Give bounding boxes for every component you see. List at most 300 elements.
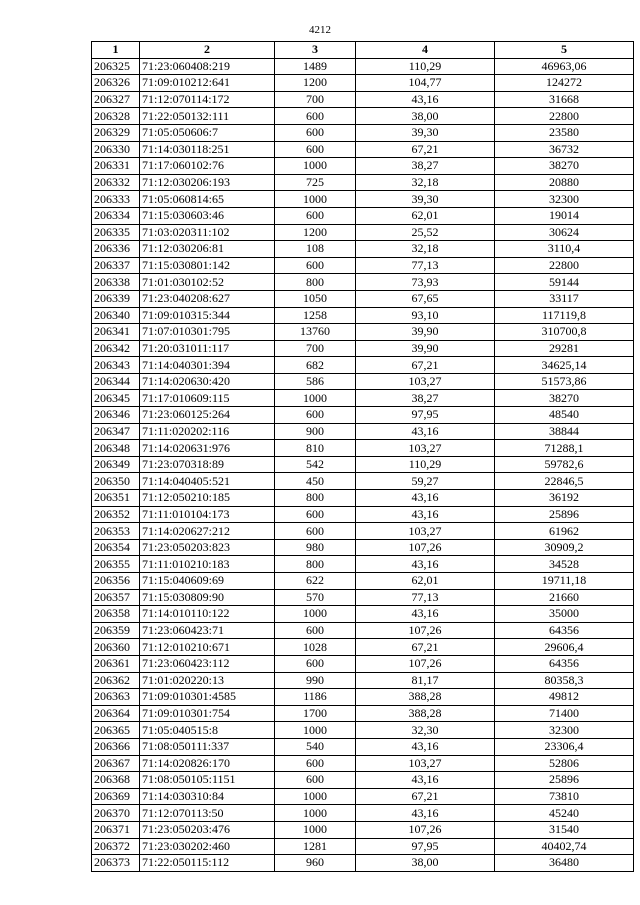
table-row [92,805,634,822]
value-cell: 25896 [495,506,634,523]
value-cell: 21660 [495,589,634,606]
area-cell: 1000 [275,606,356,623]
cadastral-number-cell: 71:23:060125:264 [140,407,275,424]
table-row [92,141,634,158]
value-cell: 32300 [495,722,634,739]
rate-cell: 38,27 [356,390,495,407]
row-id-cell: 206369 [92,788,140,805]
row-id-cell: 206367 [92,755,140,772]
value-cell: 80358,3 [495,672,634,689]
area-cell: 1281 [275,838,356,855]
cadastral-number-cell: 71:14:030310:84 [140,788,275,805]
row-id-cell: 206336 [92,241,140,258]
cadastral-number-cell: 71:14:030118:251 [140,141,275,158]
row-id-cell: 206354 [92,539,140,556]
value-cell: 36480 [495,855,634,872]
area-cell: 1000 [275,805,356,822]
area-cell: 13760 [275,324,356,341]
rate-cell: 104,77 [356,75,495,92]
cadastral-number-cell: 71:15:040609:69 [140,573,275,590]
cadastral-number-cell: 71:14:040405:521 [140,473,275,490]
row-id-cell: 206330 [92,141,140,158]
rate-cell: 43,16 [356,772,495,789]
area-cell: 600 [275,772,356,789]
area-cell: 725 [275,174,356,191]
value-cell: 59782,6 [495,456,634,473]
rate-cell: 43,16 [356,490,495,507]
value-cell: 64356 [495,655,634,672]
row-id-cell: 206357 [92,589,140,606]
row-id-cell: 206333 [92,191,140,208]
row-id-cell: 206343 [92,357,140,374]
cadastral-number-cell: 71:12:070113:50 [140,805,275,822]
value-cell: 46963,06 [495,58,634,75]
row-id-cell: 206355 [92,556,140,573]
table-row [92,523,634,540]
area-cell: 600 [275,124,356,141]
cadastral-number-cell: 71:09:010315:344 [140,307,275,324]
row-id-cell: 206331 [92,158,140,175]
table-row [92,738,634,755]
table-row [92,506,634,523]
value-cell: 310700,8 [495,324,634,341]
row-id-cell: 206342 [92,340,140,357]
cadastral-number-cell: 71:07:010301:795 [140,324,275,341]
row-id-cell: 206356 [92,573,140,590]
cadastral-number-cell: 71:12:070114:172 [140,91,275,108]
cadastral-number-cell: 71:11:020202:116 [140,423,275,440]
rate-cell: 107,26 [356,622,495,639]
table-row [92,606,634,623]
row-id-cell: 206332 [92,174,140,191]
area-cell: 600 [275,506,356,523]
page-number: 4212 [309,24,331,36]
rate-cell: 43,16 [356,506,495,523]
cadastral-number-cell: 71:23:050203:823 [140,539,275,556]
row-id-cell: 206361 [92,655,140,672]
table-row [92,290,634,307]
row-id-cell: 206359 [92,622,140,639]
rate-cell: 25,52 [356,224,495,241]
row-id-cell: 206337 [92,257,140,274]
area-cell: 1050 [275,290,356,307]
value-cell: 49812 [495,689,634,706]
value-cell: 35000 [495,606,634,623]
cadastral-number-cell: 71:23:060423:71 [140,622,275,639]
value-cell: 51573,86 [495,373,634,390]
cadastral-number-cell: 71:05:050606:7 [140,124,275,141]
table-row [92,473,634,490]
cadastral-number-cell: 71:23:030202:460 [140,838,275,855]
cadastral-number-cell: 71:23:060408:219 [140,58,275,75]
row-id-cell: 206346 [92,407,140,424]
value-cell: 23580 [495,124,634,141]
row-id-cell: 206350 [92,473,140,490]
header-row [92,42,634,59]
area-cell: 810 [275,440,356,457]
area-cell: 1000 [275,191,356,208]
row-id-cell: 206341 [92,324,140,341]
table-row [92,622,634,639]
rate-cell: 38,00 [356,108,495,125]
cadastral-number-cell: 71:09:010301:754 [140,705,275,722]
row-id-cell: 206365 [92,722,140,739]
table-row [92,440,634,457]
area-cell: 1200 [275,224,356,241]
rate-cell: 103,27 [356,755,495,772]
rate-cell: 388,28 [356,705,495,722]
value-cell: 38270 [495,158,634,175]
area-cell: 600 [275,257,356,274]
value-cell: 71400 [495,705,634,722]
value-cell: 29606,4 [495,639,634,656]
row-id-cell: 206363 [92,689,140,706]
area-cell: 1000 [275,390,356,407]
rate-cell: 77,13 [356,589,495,606]
row-id-cell: 206327 [92,91,140,108]
area-cell: 900 [275,423,356,440]
rate-cell: 73,93 [356,274,495,291]
row-id-cell: 206351 [92,490,140,507]
value-cell: 45240 [495,805,634,822]
table-row [92,772,634,789]
rate-cell: 39,30 [356,191,495,208]
cadastral-number-cell: 71:15:030603:46 [140,207,275,224]
rate-cell: 39,90 [356,340,495,357]
value-cell: 29281 [495,340,634,357]
area-cell: 600 [275,141,356,158]
area-cell: 600 [275,523,356,540]
value-cell: 31540 [495,821,634,838]
value-cell: 64356 [495,622,634,639]
value-cell: 19711,18 [495,573,634,590]
row-id-cell: 206366 [92,738,140,755]
cadastral-number-cell: 71:12:030206:193 [140,174,275,191]
area-cell: 1028 [275,639,356,656]
row-id-cell: 206338 [92,274,140,291]
cadastral-number-cell: 71:15:030801:142 [140,257,275,274]
table-row [92,689,634,706]
rate-cell: 67,21 [356,357,495,374]
table-row [92,755,634,772]
value-cell: 36732 [495,141,634,158]
cadastral-number-cell: 71:05:060814:65 [140,191,275,208]
row-id-cell: 206326 [92,75,140,92]
cadastral-number-cell: 71:23:040208:627 [140,290,275,307]
table-row [92,124,634,141]
area-cell: 108 [275,241,356,258]
value-cell: 33117 [495,290,634,307]
table-row [92,456,634,473]
table-row [92,324,634,341]
row-id-cell: 206349 [92,456,140,473]
row-id-cell: 206353 [92,523,140,540]
rate-cell: 67,21 [356,141,495,158]
cadastral-number-cell: 71:23:070318:89 [140,456,275,473]
value-cell: 30624 [495,224,634,241]
cadastral-number-cell: 71:14:040301:394 [140,357,275,374]
column-header-2: 2 [140,42,275,59]
column-header-4: 4 [356,42,495,59]
value-cell: 48540 [495,407,634,424]
rate-cell: 81,17 [356,672,495,689]
rate-cell: 39,90 [356,324,495,341]
table-row [92,589,634,606]
value-cell: 52806 [495,755,634,772]
table-row [92,158,634,175]
row-id-cell: 206328 [92,108,140,125]
value-cell: 32300 [495,191,634,208]
row-id-cell: 206348 [92,440,140,457]
table-row [92,191,634,208]
table-row [92,274,634,291]
table-row [92,639,634,656]
rate-cell: 97,95 [356,407,495,424]
cadastral-number-cell: 71:23:060423:112 [140,655,275,672]
rate-cell: 67,21 [356,788,495,805]
table-row [92,838,634,855]
cadastral-number-cell: 71:17:010609:115 [140,390,275,407]
area-cell: 600 [275,108,356,125]
row-id-cell: 206340 [92,307,140,324]
area-cell: 980 [275,539,356,556]
rate-cell: 43,16 [356,91,495,108]
area-cell: 570 [275,589,356,606]
area-cell: 450 [275,473,356,490]
table-row [92,75,634,92]
table-row [92,788,634,805]
rate-cell: 32,18 [356,241,495,258]
row-id-cell: 206347 [92,423,140,440]
value-cell: 38270 [495,390,634,407]
table-row [92,423,634,440]
cadastral-number-cell: 71:09:010301:4585 [140,689,275,706]
area-cell: 1000 [275,788,356,805]
table-row [92,672,634,689]
rate-cell: 103,27 [356,523,495,540]
value-cell: 25896 [495,772,634,789]
rate-cell: 38,27 [356,158,495,175]
area-cell: 600 [275,755,356,772]
table-row [92,91,634,108]
area-cell: 586 [275,373,356,390]
cadastral-number-cell: 71:14:020627:212 [140,523,275,540]
value-cell: 22800 [495,257,634,274]
rate-cell: 67,65 [356,290,495,307]
row-id-cell: 206370 [92,805,140,822]
area-cell: 800 [275,490,356,507]
value-cell: 3110,4 [495,241,634,258]
value-cell: 19014 [495,207,634,224]
area-cell: 600 [275,622,356,639]
row-id-cell: 206360 [92,639,140,656]
value-cell: 124272 [495,75,634,92]
value-cell: 38844 [495,423,634,440]
table-row [92,174,634,191]
value-cell: 34625,14 [495,357,634,374]
table-row [92,573,634,590]
table-row [92,490,634,507]
value-cell: 73810 [495,788,634,805]
rate-cell: 93,10 [356,307,495,324]
area-cell: 800 [275,274,356,291]
area-cell: 1000 [275,821,356,838]
table-row [92,108,634,125]
data-table [91,41,634,872]
area-cell: 540 [275,738,356,755]
rate-cell: 62,01 [356,573,495,590]
row-id-cell: 206372 [92,838,140,855]
row-id-cell: 206334 [92,207,140,224]
row-id-cell: 206344 [92,373,140,390]
rate-cell: 110,29 [356,58,495,75]
value-cell: 22846,5 [495,473,634,490]
area-cell: 682 [275,357,356,374]
area-cell: 800 [275,556,356,573]
rate-cell: 59,27 [356,473,495,490]
cadastral-number-cell: 71:12:010210:671 [140,639,275,656]
table-row [92,58,634,75]
area-cell: 622 [275,573,356,590]
area-cell: 1000 [275,158,356,175]
cadastral-number-cell: 71:12:030206:81 [140,241,275,258]
cadastral-number-cell: 71:15:030809:90 [140,589,275,606]
table-row [92,373,634,390]
area-cell: 1000 [275,722,356,739]
value-cell: 20880 [495,174,634,191]
cadastral-number-cell: 71:20:031011:117 [140,340,275,357]
table-row [92,340,634,357]
row-id-cell: 206373 [92,855,140,872]
row-id-cell: 206368 [92,772,140,789]
cadastral-number-cell: 71:08:050111:337 [140,738,275,755]
value-cell: 34528 [495,556,634,573]
cadastral-number-cell: 71:14:020826:170 [140,755,275,772]
rate-cell: 32,30 [356,722,495,739]
column-header-3: 3 [275,42,356,59]
cadastral-number-cell: 71:11:010104:173 [140,506,275,523]
row-id-cell: 206335 [92,224,140,241]
area-cell: 960 [275,855,356,872]
cadastral-number-cell: 71:17:060102:76 [140,158,275,175]
rate-cell: 388,28 [356,689,495,706]
rate-cell: 107,26 [356,655,495,672]
area-cell: 700 [275,340,356,357]
row-id-cell: 206325 [92,58,140,75]
column-header-5: 5 [495,42,634,59]
table-row [92,556,634,573]
area-cell: 600 [275,655,356,672]
value-cell: 31668 [495,91,634,108]
table-row [92,539,634,556]
value-cell: 59144 [495,274,634,291]
row-id-cell: 206329 [92,124,140,141]
row-id-cell: 206352 [92,506,140,523]
rate-cell: 97,95 [356,838,495,855]
area-cell: 600 [275,207,356,224]
table-row [92,357,634,374]
area-cell: 542 [275,456,356,473]
rate-cell: 77,13 [356,257,495,274]
row-id-cell: 206358 [92,606,140,623]
table-row [92,241,634,258]
cadastral-number-cell: 71:14:020631:976 [140,440,275,457]
rate-cell: 107,26 [356,539,495,556]
value-cell: 117119,8 [495,307,634,324]
rate-cell: 110,29 [356,456,495,473]
rate-cell: 43,16 [356,556,495,573]
rate-cell: 103,27 [356,373,495,390]
cadastral-number-cell: 71:14:010110:122 [140,606,275,623]
area-cell: 1489 [275,58,356,75]
column-header-1: 1 [92,42,140,59]
area-cell: 1258 [275,307,356,324]
table-row [92,705,634,722]
rate-cell: 43,16 [356,606,495,623]
table-row [92,207,634,224]
rate-cell: 103,27 [356,440,495,457]
cadastral-number-cell: 71:22:050132:111 [140,108,275,125]
area-cell: 600 [275,407,356,424]
cadastral-number-cell: 71:14:020630:420 [140,373,275,390]
table-row [92,722,634,739]
rate-cell: 38,00 [356,855,495,872]
cadastral-number-cell: 71:22:050115:112 [140,855,275,872]
cadastral-number-cell: 71:03:020311:102 [140,224,275,241]
cadastral-number-cell: 71:09:010212:641 [140,75,275,92]
rate-cell: 43,16 [356,805,495,822]
value-cell: 40402,74 [495,838,634,855]
table-body [92,58,634,871]
value-cell: 30909,2 [495,539,634,556]
area-cell: 990 [275,672,356,689]
rate-cell: 32,18 [356,174,495,191]
area-cell: 1700 [275,705,356,722]
area-cell: 700 [275,91,356,108]
cadastral-number-cell: 71:08:050105:1151 [140,772,275,789]
cadastral-number-cell: 71:12:050210:185 [140,490,275,507]
rate-cell: 43,16 [356,423,495,440]
table-row [92,257,634,274]
value-cell: 71288,1 [495,440,634,457]
table-row [92,307,634,324]
row-id-cell: 206362 [92,672,140,689]
rate-cell: 67,21 [356,639,495,656]
table-row [92,407,634,424]
value-cell: 22800 [495,108,634,125]
cadastral-number-cell: 71:01:020220:13 [140,672,275,689]
rate-cell: 43,16 [356,738,495,755]
value-cell: 61962 [495,523,634,540]
value-cell: 36192 [495,490,634,507]
value-cell: 23306,4 [495,738,634,755]
rate-cell: 62,01 [356,207,495,224]
cadastral-number-cell: 71:01:030102:52 [140,274,275,291]
table-row [92,224,634,241]
table-row [92,855,634,872]
table-row [92,655,634,672]
rate-cell: 107,26 [356,821,495,838]
table-row [92,390,634,407]
row-id-cell: 206345 [92,390,140,407]
cadastral-number-cell: 71:23:050203:476 [140,821,275,838]
table-row [92,821,634,838]
area-cell: 1186 [275,689,356,706]
area-cell: 1200 [275,75,356,92]
row-id-cell: 206339 [92,290,140,307]
row-id-cell: 206364 [92,705,140,722]
row-id-cell: 206371 [92,821,140,838]
